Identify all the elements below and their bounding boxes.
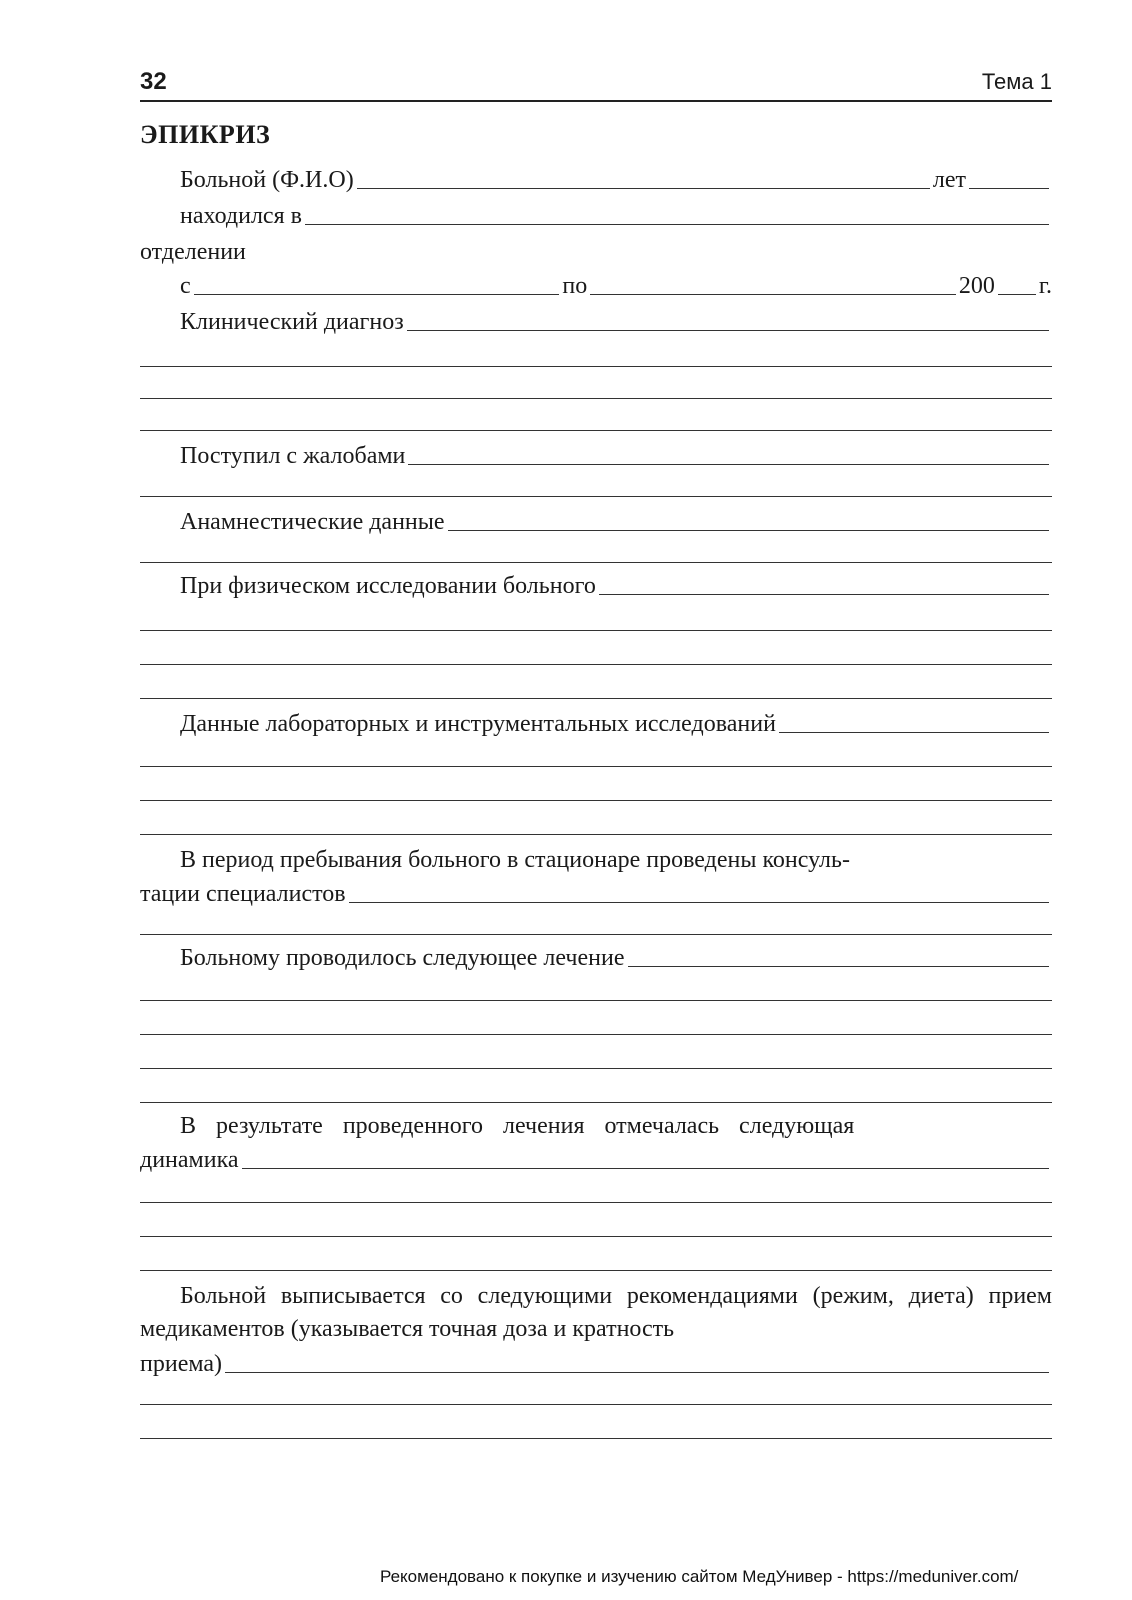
lab-line[interactable] — [140, 800, 1052, 801]
treatment-line[interactable] — [140, 1000, 1052, 1001]
from-label: с — [180, 273, 191, 299]
complaints-field[interactable] — [408, 444, 1049, 465]
lab-label: Данные лабораторных и инструментальных исследований — [180, 711, 776, 737]
recommendations-field[interactable] — [225, 1352, 1049, 1373]
dynamics-row-2 — [140, 1144, 1052, 1174]
dynamics-line[interactable] — [140, 1236, 1052, 1237]
treatment-line[interactable] — [140, 1068, 1052, 1069]
age-field[interactable] — [969, 168, 1049, 189]
anamnesis-line[interactable] — [140, 562, 1052, 563]
diagnosis-label: Клинический диагноз — [180, 309, 404, 335]
anamnesis-label: Анамнестические данные — [180, 509, 445, 535]
diagnosis-line[interactable] — [140, 430, 1052, 431]
stayed-in-row — [180, 200, 1052, 230]
diagnosis-row — [180, 306, 1052, 336]
recommendations-line[interactable] — [140, 1438, 1052, 1439]
patient-row — [180, 164, 1052, 194]
topic-label: Тема 1 — [981, 69, 1052, 94]
treatment-field[interactable] — [628, 946, 1050, 967]
year-field[interactable] — [998, 274, 1036, 295]
date-from-field[interactable] — [194, 274, 560, 295]
physical-exam-line[interactable] — [140, 698, 1052, 699]
diagnosis-line[interactable] — [140, 366, 1052, 367]
to-label: по — [562, 273, 588, 299]
physical-exam-line[interactable] — [140, 664, 1052, 665]
footer-recommendation: Рекомендовано к покупке и изучению сайтом МедУнивер - https://meduniver.com/ — [380, 1567, 1019, 1586]
physical-exam-row — [180, 570, 1052, 600]
dates-row — [180, 270, 1052, 300]
year-suffix: г. — [1038, 273, 1053, 299]
anamnesis-field[interactable] — [448, 510, 1049, 531]
recommendations-label-cont: приема) — [140, 1351, 223, 1377]
lab-line[interactable] — [140, 834, 1052, 835]
treatment-label: Больному проводилось следующее лечение — [180, 945, 625, 971]
consult-line[interactable] — [140, 934, 1052, 935]
treatment-row — [180, 942, 1052, 972]
document-title: ЭПИКРИЗ — [140, 120, 271, 149]
consult-label: В период пребывания больного в стационаре проведены консуль- — [180, 847, 850, 873]
date-to-field[interactable] — [590, 274, 956, 295]
department-row — [140, 236, 1052, 266]
anamnesis-row — [180, 506, 1052, 536]
page-header — [140, 68, 1052, 102]
lab-field[interactable] — [779, 712, 1049, 733]
dynamics-label: В результате проведенного лечения отмечалась следующая — [180, 1113, 855, 1139]
recommendations-row — [140, 1348, 1052, 1378]
stayed-in-field[interactable] — [305, 204, 1049, 225]
treatment-line[interactable] — [140, 1034, 1052, 1035]
lab-line[interactable] — [140, 766, 1052, 767]
physical-exam-label: При физическом исследовании больного — [180, 573, 596, 599]
recommendations-paragraph — [140, 1280, 1052, 1346]
diagnosis-line[interactable] — [140, 398, 1052, 399]
recommendations-line[interactable] — [140, 1404, 1052, 1405]
page-number: 32 — [140, 68, 167, 95]
physical-exam-field[interactable] — [599, 574, 1049, 595]
consult-row-2 — [140, 878, 1052, 908]
dynamics-line[interactable] — [140, 1202, 1052, 1203]
department-label: отделении — [140, 239, 246, 265]
lab-row — [180, 708, 1052, 738]
consult-field[interactable] — [349, 882, 1049, 903]
recommendations-text: Больной выписывается со следующими рекомендациями (режим, диета) прием медикаментов (указывается точная доза и кратность — [140, 1283, 1052, 1342]
patient-label: Больной (Ф.И.О) — [180, 167, 354, 193]
consult-label-cont: тации специалистов — [140, 881, 346, 907]
age-label: лет — [932, 167, 966, 193]
dynamics-field[interactable] — [242, 1148, 1049, 1169]
patient-name-field[interactable] — [357, 168, 930, 189]
complaints-label: Поступил с жалобами — [180, 443, 406, 469]
treatment-line[interactable] — [140, 1102, 1052, 1103]
complaints-row — [180, 440, 1052, 470]
dynamics-row-1 — [180, 1110, 1052, 1140]
complaints-line[interactable] — [140, 496, 1052, 497]
dynamics-label-cont: динамика — [140, 1147, 239, 1173]
stayed-in-label: находился в — [180, 203, 302, 229]
year-label: 200 — [958, 273, 995, 299]
consult-row-1 — [180, 844, 1052, 874]
physical-exam-line[interactable] — [140, 630, 1052, 631]
dynamics-line[interactable] — [140, 1270, 1052, 1271]
diagnosis-field[interactable] — [407, 310, 1049, 331]
